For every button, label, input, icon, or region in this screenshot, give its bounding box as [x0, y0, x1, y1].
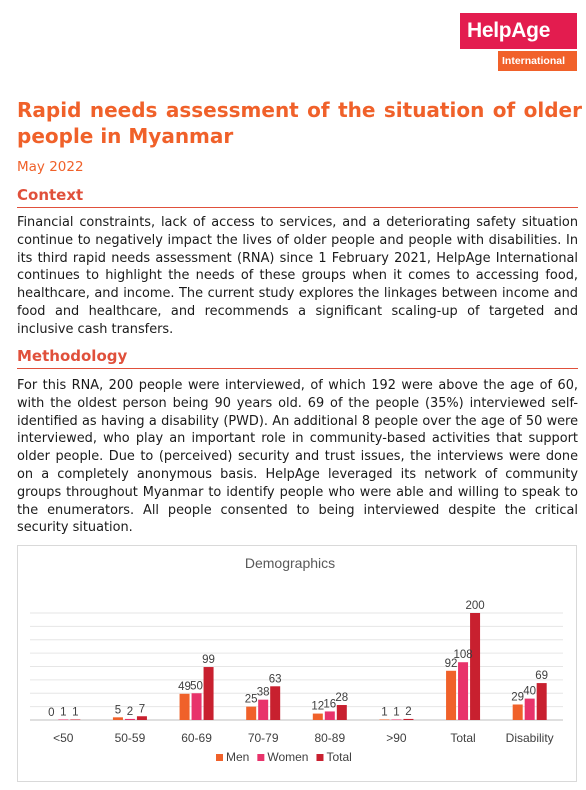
- context-heading: Context: [17, 186, 84, 204]
- bar-women-5: [391, 719, 401, 720]
- data-label: 40: [523, 685, 537, 698]
- data-label: 1: [393, 706, 400, 719]
- logo-name: HelpAge: [460, 13, 577, 49]
- bar-total-3: [270, 686, 280, 720]
- bar-total-0: [70, 719, 80, 720]
- data-label: 108: [453, 649, 473, 662]
- category-label: <50: [53, 731, 74, 745]
- methodology-divider: [17, 368, 578, 369]
- data-label: 16: [323, 698, 337, 711]
- data-label: 2: [405, 705, 412, 718]
- logo-subtitle: International: [498, 51, 577, 71]
- context-paragraph: Financial constraints, lack of access to services, and a deteriorating safety situation continue to negatively impact the lives of older people and people with disabilities. In its third rapid needs assessment (RNA) since 1 February 2021, HelpAge International continues to highlight the needs of these groups when it comes to accessing food, healthcare, and income. The current study explores the linkages between income and food and healthcare, and recommends a significant scaling-up of targeted and inclusive cash transfers.: [17, 215, 578, 337]
- category-label: 50-59: [114, 731, 146, 745]
- bar-women-1: [125, 719, 135, 720]
- data-label: 92: [444, 657, 458, 670]
- data-label: 29: [511, 691, 525, 704]
- data-label: 49: [178, 680, 191, 693]
- bar-total-5: [403, 719, 413, 720]
- data-label: 69: [535, 670, 549, 683]
- bar-total-2: [204, 667, 214, 720]
- context-divider: [17, 207, 578, 208]
- page-title: Rapid needs assessment of the situation of older people in Myanmar: [17, 98, 582, 148]
- bar-total-6: [470, 613, 480, 720]
- bar-women-0: [58, 719, 68, 720]
- data-label: 1: [72, 706, 79, 719]
- data-label: 12: [311, 700, 325, 713]
- bar-women-4: [325, 711, 335, 720]
- bar-men-2: [180, 694, 190, 720]
- legend-label-women: Women: [267, 750, 309, 764]
- data-label: 63: [268, 673, 282, 686]
- chart-title: Demographics: [244, 555, 336, 571]
- data-label: 28: [335, 692, 349, 705]
- bar-total-7: [537, 683, 547, 720]
- bar-men-7: [513, 704, 523, 720]
- data-label: 1: [381, 706, 388, 719]
- bar-total-4: [337, 705, 347, 720]
- bar-men-6: [446, 671, 456, 720]
- data-label: 25: [244, 693, 258, 706]
- legend-swatch-men: [216, 754, 223, 761]
- legend-swatch-total: [316, 754, 323, 761]
- data-label: 38: [256, 686, 270, 699]
- category-label: Total: [450, 731, 476, 745]
- demographics-chart-svg: [18, 546, 576, 781]
- data-label: 7: [138, 703, 146, 716]
- category-label: Disability: [505, 731, 554, 745]
- methodology-heading: Methodology: [17, 347, 128, 365]
- data-label: 50: [190, 680, 203, 693]
- bar-women-7: [525, 699, 535, 720]
- data-label: 99: [202, 654, 215, 667]
- bar-total-1: [137, 716, 147, 720]
- data-label: 1: [60, 706, 67, 719]
- bar-women-2: [192, 693, 202, 720]
- bar-men-5: [379, 719, 389, 720]
- legend-swatch-women: [257, 754, 264, 761]
- data-label: 2: [126, 705, 134, 718]
- category-label: 80-89: [314, 731, 346, 745]
- category-label: 60-69: [181, 731, 212, 745]
- bar-women-6: [458, 662, 468, 720]
- data-label: 200: [465, 600, 485, 612]
- bar-women-3: [258, 700, 268, 720]
- report-date: May 2022: [17, 159, 84, 175]
- category-label: >90: [386, 731, 407, 745]
- legend-label-men: Men: [226, 750, 250, 764]
- helpage-logo: [460, 13, 577, 75]
- demographics-chart: [17, 545, 577, 782]
- legend-label-total: Total: [326, 750, 352, 764]
- bar-men-3: [246, 707, 256, 720]
- methodology-paragraph: For this RNA, 200 people were interviewed, of which 192 were above the age of 60, with the oldest person being 90 years old. 69 of the people (35%) interviewed self-identified as having a disability (PWD). An additional 8 people over the age of 50 were interviewed, who play an important role in community-based activities that support older people. Due to (perceived) security and trust issues, the interviews were done on a completely anonymous basis. HelpAge leveraged its network of community groups throughout Myanmar to identify people who were able and willing to speak to the enumerators. All people consented to being interviewed despite the critical security situation.: [17, 378, 578, 536]
- data-label: 0: [48, 707, 55, 719]
- category-label: 70-79: [247, 731, 279, 745]
- bar-men-1: [113, 717, 123, 720]
- bar-men-4: [313, 714, 323, 720]
- data-label: 5: [114, 704, 122, 717]
